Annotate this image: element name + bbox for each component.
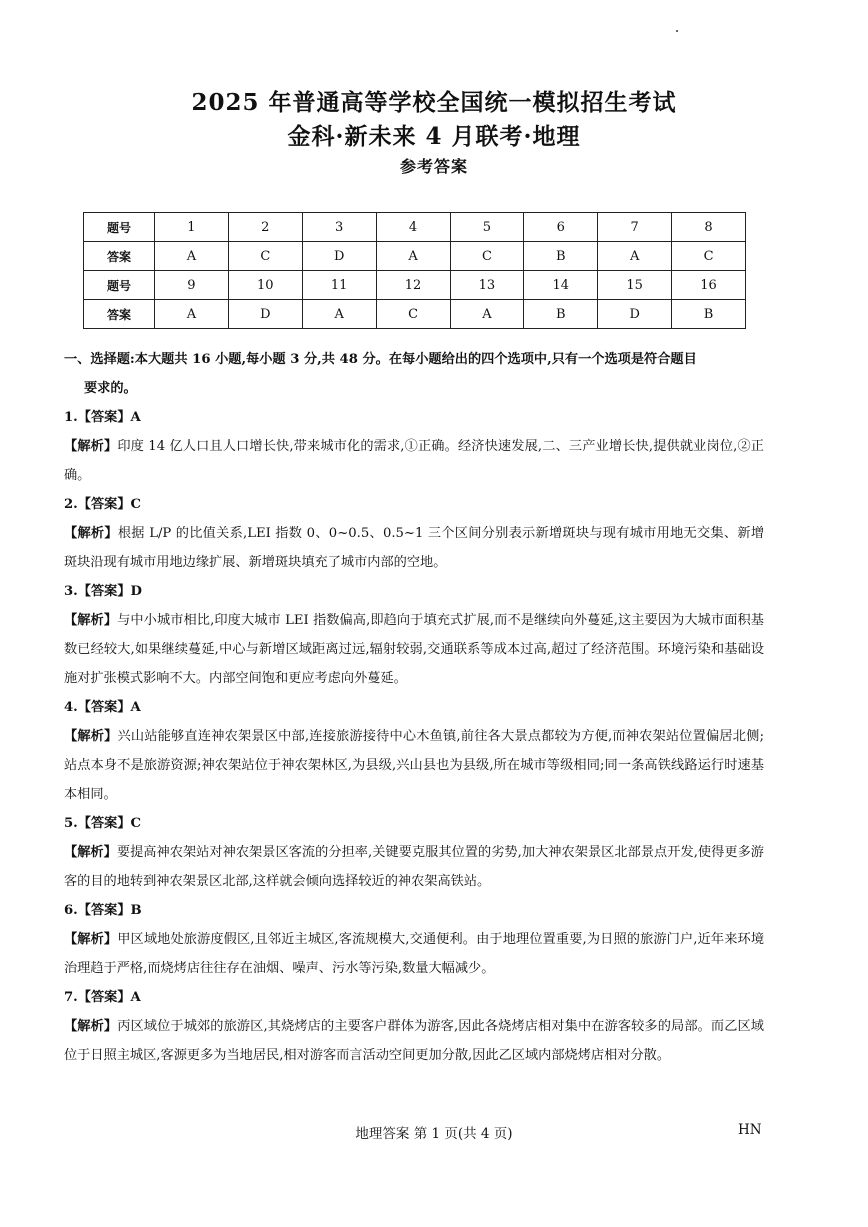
answer-cell: B [672, 300, 746, 329]
answer-row [84, 300, 746, 329]
answer-cell: C [672, 242, 746, 271]
question-label: 题号 [84, 213, 155, 242]
answer-row [84, 242, 746, 271]
explanation-label: 【解析】 [64, 613, 118, 628]
answer-cell: A [302, 300, 376, 329]
explanation-label: 【解析】 [64, 1019, 118, 1034]
explanation-label: 【解析】 [64, 729, 118, 744]
explanation-label: 【解析】 [64, 932, 118, 947]
scan-speck [676, 30, 678, 32]
explanation-label: 【解析】 [64, 526, 118, 541]
explanation-label: 【解析】 [64, 845, 117, 860]
question-number: 6 [524, 213, 598, 242]
explanation-body: 甲区域地处旅游度假区,且邻近主城区,客流规模大,交通便利。由于地理位置重要,为日照的旅游门户,近年来环境治理趋于严格,而烧烤店往往存在油烟、噪声、污水等污染,数量大幅减少。 [64, 932, 765, 976]
question-number: 14 [524, 271, 598, 300]
question-number-row [84, 213, 746, 242]
question-number: 8 [672, 213, 746, 242]
explanation-body: 根据 L/P 的比值关系,LEI 指数 0、0~0.5、0.5~1 三个区间分别表示新增斑块与现有城市用地无交集、新增斑块沿现有城市用地边缘扩展、新增斑块填充了城市内部的空地。 [64, 526, 765, 570]
question-number: 4 [376, 213, 450, 242]
explanation-text [64, 722, 764, 809]
answer-item [64, 693, 764, 809]
section-heading-line1: 一、选择题:本大题共 16 小题,每小题 3 分,共 48 分。在每小题给出的四个选项中,只有一个选项是符合题目 [64, 352, 697, 367]
answer-cell: A [450, 300, 524, 329]
explanation-body: 丙区域位于城郊的旅游区,其烧烤店的主要客户群体为游客,因此各烧烤店相对集中在游客较多的局部。而乙区域位于日照主城区,客源更多为当地居民,相对游客而言活动空间更加分散,因此乙区域内部烧烤店相对分散。 [64, 1019, 764, 1063]
answer-line: 6.【答案】B [64, 903, 142, 918]
answer-explanations [64, 345, 764, 1070]
answer-item [64, 577, 764, 693]
page-footer: 地理答案 第 1 页(共 4 页) [355, 1126, 513, 1142]
answer-item [64, 403, 764, 490]
question-number: 13 [450, 271, 524, 300]
answer-label: 答案 [84, 242, 155, 271]
question-number: 1 [155, 213, 229, 242]
question-number: 2 [228, 213, 302, 242]
section-heading-line2: 要求的。 [84, 381, 137, 396]
question-number-row [84, 271, 746, 300]
explanation-text [64, 606, 764, 693]
explanation-text [64, 519, 764, 577]
answer-table [83, 212, 746, 329]
question-number: 15 [598, 271, 672, 300]
answer-line: 5.【答案】C [64, 816, 142, 831]
region-code: HN [738, 1122, 762, 1138]
question-number: 5 [450, 213, 524, 242]
answer-item [64, 896, 764, 983]
explanation-text [64, 838, 764, 896]
answer-cell: C [228, 242, 302, 271]
answer-cell: A [155, 242, 229, 271]
explanation-body: 要提高神农架站对神农架景区客流的分担率,关键要克服其位置的劣势,加大神农架景区北部景点开发,使得更多游客的目的地转到神农架景区北部,这样就会倾向选择较近的神农架高铁站。 [64, 845, 764, 889]
explanation-text [64, 925, 764, 983]
explanation-text [64, 1012, 764, 1070]
question-number: 12 [376, 271, 450, 300]
answer-cell: C [450, 242, 524, 271]
answer-cell: B [524, 242, 598, 271]
answer-line: 3.【答案】D [64, 584, 142, 599]
answer-item [64, 809, 764, 896]
answer-cell: B [524, 300, 598, 329]
reference-answers-heading: 参考答案 [399, 157, 468, 176]
question-number: 16 [672, 271, 746, 300]
explanation-body: 与中小城市相比,印度大城市 LEI 指数偏高,即趋向于填充式扩展,而不是继续向外蔓延,这主要因为大城市面积基数已经较大,如果继续蔓延,中心与新增区域距离过远,辐射较弱,交通联系等成本过高,超过了经济范围。环境污染和基础设施对扩张模式影响不大。内部空间饱和更应考虑向外蔓延。 [64, 613, 764, 686]
exam-title: 2025 年普通高等学校全国统一模拟招生考试 [191, 89, 677, 116]
explanation-label: 【解析】 [64, 439, 118, 454]
answer-label: 答案 [84, 300, 155, 329]
explanation-body: 印度 14 亿人口且人口增长快,带来城市化的需求,①正确。经济快速发展,二、三产业增长快,提供就业岗位,②正确。 [64, 439, 764, 483]
question-number: 10 [228, 271, 302, 300]
answer-line: 4.【答案】A [64, 700, 141, 715]
answer-cell: D [302, 242, 376, 271]
answer-item [64, 983, 764, 1070]
explanation-body: 兴山站能够直连神农架景区中部,连接旅游接待中心木鱼镇,前往各大景点都较为方便,而神农架站位置偏居北侧;站点本身不是旅游资源;神农架站位于神农架林区,为县级,兴山县也为县级,所在城市等级相同;同一条高铁线路运行时速基本相同。 [64, 729, 765, 802]
answer-cell: D [228, 300, 302, 329]
explanation-text [64, 432, 764, 490]
answer-cell: A [376, 242, 450, 271]
answer-line: 2.【答案】C [64, 497, 142, 512]
question-label: 题号 [84, 271, 155, 300]
answer-cell: A [598, 242, 672, 271]
answer-item [64, 490, 764, 577]
answer-cell: C [376, 300, 450, 329]
answer-line: 7.【答案】A [64, 990, 141, 1005]
section-heading [64, 345, 764, 403]
answer-line: 1.【答案】A [64, 410, 141, 425]
question-number: 9 [155, 271, 229, 300]
question-number: 3 [302, 213, 376, 242]
answer-cell: D [598, 300, 672, 329]
question-number: 11 [302, 271, 376, 300]
exam-subtitle: 金科·新未来 4 月联考·地理 [287, 123, 581, 150]
question-number: 7 [598, 213, 672, 242]
answer-cell: A [155, 300, 229, 329]
